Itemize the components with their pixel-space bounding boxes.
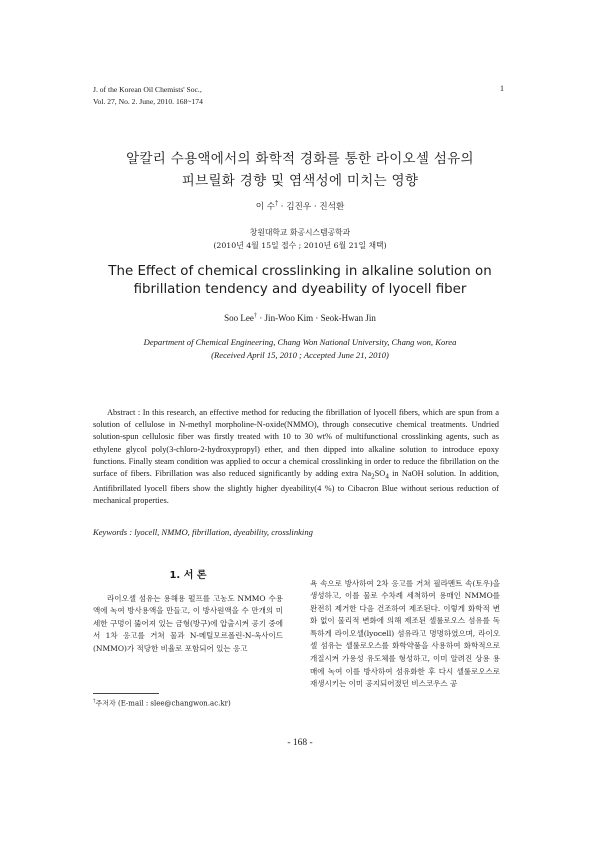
english-affiliation-dept: Department of Chemical Engineering, Chang Won National University, Chang won, Korea [143, 337, 457, 347]
journal-volume: Vol. 27, No. 2. June, 2010. 168~174 [93, 97, 203, 106]
english-author-rest: · Jin-Woo Kim · Seok-Hwan Jin [257, 313, 376, 323]
page-index-top: 1 [500, 84, 504, 93]
footnote-divider [93, 693, 159, 694]
korean-title-line-2: 피브릴화 경향 및 염색성에 미치는 영향 [181, 173, 419, 189]
english-received-dates: (Received April 15, 2010 ; Accepted June 21, 2010) [211, 350, 389, 360]
abstract-text-part-1: : In this research, an effective method for reducing the fibrillation of lyocell fibers, which are spun from a solution of cellulose in N-methyl morpholine-N-oxide(NMMO), through consecutive chemical treatments. Undried solution-spun cellulosic fiber was firstly treated with 10 to 30 wt% of multifunctional crosslinking agents, such as ethylene glycol poly(3-chloro-2-hydroxypropyl) ether, and then dipped into alkaline solution to introduce epoxy functions. Finally steam condition was applied to occur a chemical crosslinking in order to reduce the fibrillation on the surface of fibers. Fibrillation was also reduced significantly by adding extra Na [93, 408, 499, 479]
english-affiliation [0, 336, 600, 362]
english-title [0, 263, 600, 299]
intro-paragraph-right: 욕 속으로 방사하여 2차 응고를 거쳐 필라멘트 속(토우)을 생성하고, 이를 물로 수차례 세척하여 용매인 NMMO를 완전히 제거한 다음 건조하여 제조된다. 이렇게 화학적 변화 없이 물리적 변화에 의해 제조된 셀룰로오스 섬유를 독특하게 라이오셀(lyocell) 섬유라고 명명하였으며, 라이오셀 섬유는 셀룰로오스를 화학약품을 사용하여 화학적으로 개질시켜 가용성 유도체를 형성하고, 이미 알려진 상용 용매에 녹여 이를 방사하여 섬유화한 후 다시 셀룰로오스로 재생시키는 이미 공지되어졌던 비스코우스 공 [310, 578, 500, 689]
english-author-first: Soo Lee [224, 313, 254, 323]
korean-title-line-1: 알칼리 수용액에서의 화학적 경화를 통한 라이오셀 섬유의 [126, 151, 474, 167]
corresponding-dagger: † [275, 200, 279, 208]
body-column-left [93, 570, 283, 656]
footnote-text: 주저자 (E-mail : slee@changwon.ac.kr) [95, 699, 231, 708]
page-number: - 168 - [287, 738, 313, 748]
english-corresponding-dagger: † [253, 312, 258, 319]
intro-paragraph-left: 라이오셀 섬유는 용해용 펄프를 고농도 NMMO 수용액에 녹여 방사용액을 만들고, 이 방사원액을 수 만개의 미세한 구멍이 뚫어져 있는 금형(방구)에 압출시켜 공기 중에서 1차 응고를 거쳐 물과 N-메틸모르폴린-N-옥사이드(NMMO)가 적당한 비율로 포함되어 있는 응고 [93, 593, 283, 653]
korean-author-first: 이 수 [255, 202, 276, 212]
korean-affiliation [0, 226, 600, 252]
keywords [93, 527, 499, 537]
korean-title [0, 148, 600, 192]
abstract [93, 407, 499, 507]
abstract-subscript-2: 4 [385, 472, 389, 481]
journal-citation [93, 84, 203, 108]
korean-received-dates: (2010년 4월 15일 접수 ; 2010년 6월 21일 채택) [213, 241, 387, 250]
section-heading-introduction: 1. 서 론 [169, 570, 207, 581]
keywords-label: Keywords [93, 527, 128, 537]
korean-authors [0, 200, 600, 212]
english-authors [0, 312, 600, 323]
abstract-label: Abstract [107, 408, 136, 417]
abstract-text-part-2: SO [374, 469, 386, 479]
footnote-dagger: † [93, 698, 96, 704]
abstract-text-part-3: in NaOH solution. In addition, Antifibrillated lyocell fibers show the slightly higher dyeability(4 %) to Cibacron Blue without serious reduction of mechanical properties. [93, 469, 500, 506]
english-title-line-1: The Effect of chemical crosslinking in alkaline solution on [108, 264, 492, 279]
korean-affiliation-dept: 창원대학교 화공시스템공학과 [249, 228, 351, 237]
korean-author-rest: · 김진우 · 진석환 [278, 202, 345, 212]
journal-name: J. of the Korean Oil Chemists' Soc., [93, 85, 202, 94]
abstract-subscript-1: 2 [371, 472, 375, 481]
english-title-line-2: fibrillation tendency and dyeability of lyocell fiber [133, 282, 467, 297]
body-column-right [310, 570, 500, 698]
footnote [93, 698, 231, 708]
keywords-list: : lyocell, NMMO, fibrillation, dyeability, crosslinking [127, 527, 313, 537]
